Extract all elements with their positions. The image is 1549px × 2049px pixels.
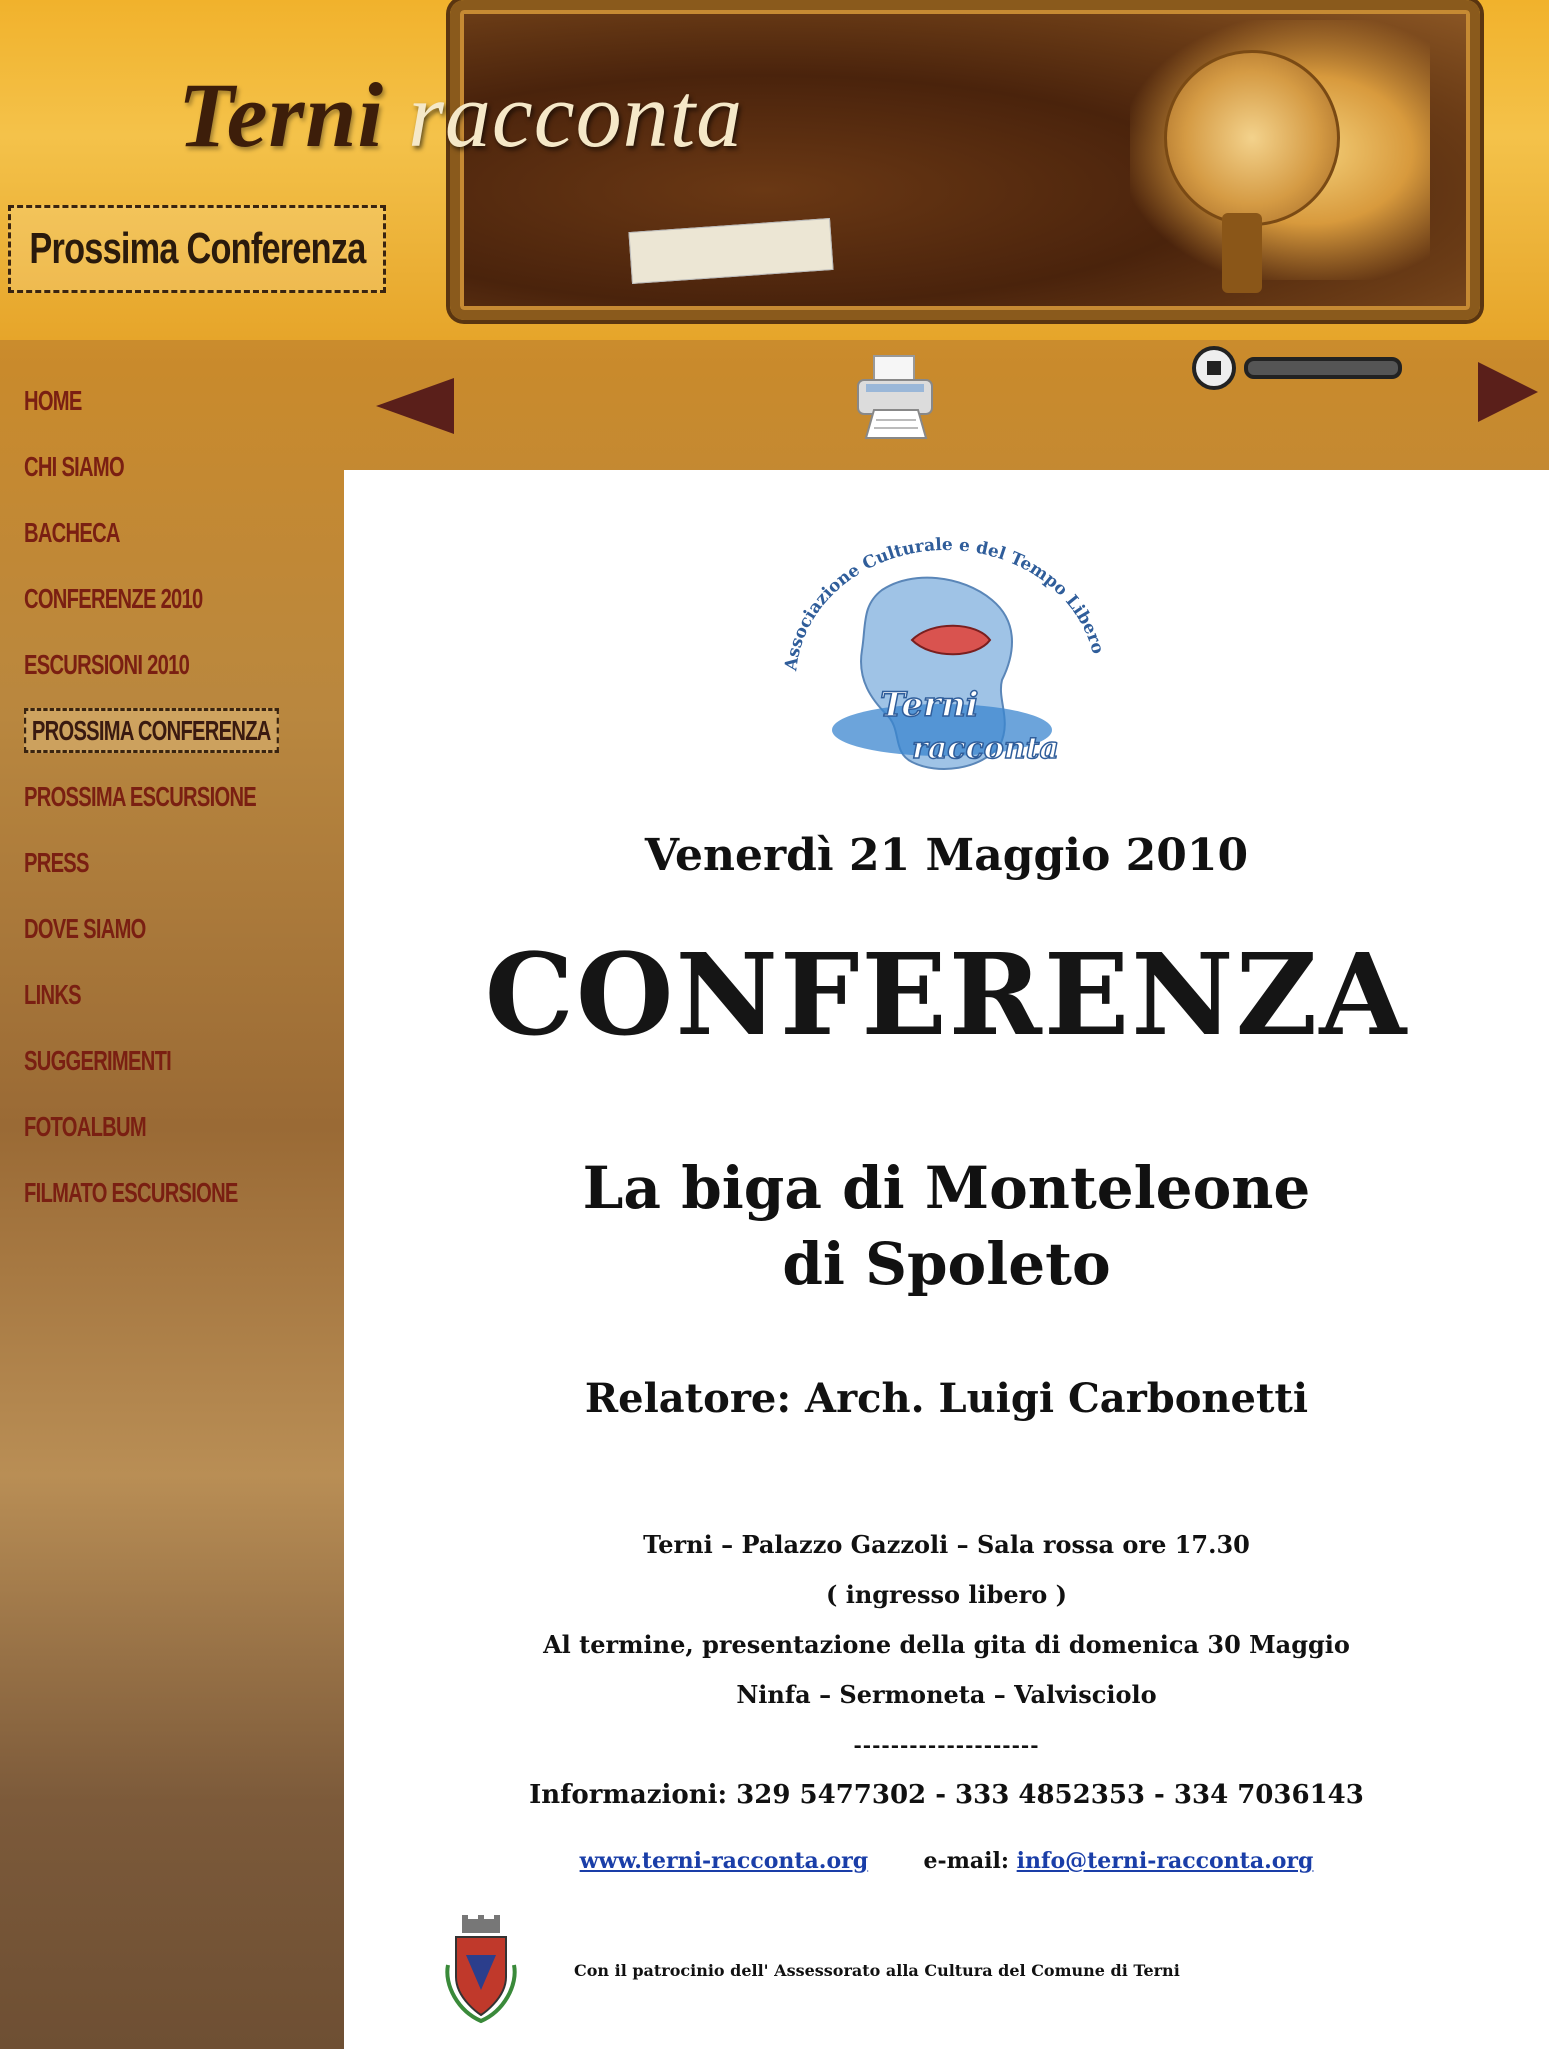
previous-page-arrow-icon[interactable]	[376, 378, 454, 434]
nav-item-prossima-escursione[interactable]: PROSSIMA ESCURSIONE	[24, 781, 257, 812]
nav-item-chi-siamo[interactable]: CHI SIAMO	[24, 451, 124, 482]
trip-places: Ninfa – Sermoneta – Valvisciolo	[736, 1680, 1157, 1709]
nav-item-filmato-escursione[interactable]: FILMATO ESCURSIONE	[24, 1177, 238, 1208]
website-link[interactable]: www.terni-racconta.org	[579, 1848, 869, 1874]
contact-links	[344, 1848, 1549, 1874]
nav-item-links[interactable]: LINKS	[24, 979, 81, 1010]
logo-text-racconta: racconta	[912, 731, 1059, 766]
site-title-part1: Terni	[178, 64, 385, 166]
event-heading: CONFERENZA	[484, 930, 1409, 1061]
event-venue: Terni – Palazzo Gazzoli – Sala rossa ore 17.30	[643, 1530, 1250, 1559]
nav-item-suggerimenti[interactable]: SUGGERIMENTI	[24, 1045, 172, 1076]
event-details	[344, 1520, 1549, 1770]
section-badge-label: Prossima Conferenza	[28, 224, 366, 273]
nav-item-dove-siamo[interactable]: DOVE SIAMO	[24, 913, 146, 944]
nav-item-prossima-conferenza[interactable]: PROSSIMA CONFERENZA	[24, 708, 254, 774]
nav-item-home[interactable]: HOME	[24, 385, 82, 416]
contact-phones: Informazioni: 329 5477302 - 333 4852353 - 334 7036143	[529, 1780, 1364, 1810]
printer-icon[interactable]	[852, 352, 942, 442]
sidebar-nav	[24, 378, 344, 1236]
event-entry: ( ingresso libero )	[825, 1580, 1067, 1609]
stop-icon[interactable]	[1192, 346, 1236, 390]
coat-of-arms-icon	[444, 1915, 518, 2025]
nav-item-press[interactable]: PRESS	[24, 847, 89, 878]
poster-content	[344, 470, 1549, 2049]
email-link[interactable]: info@terni-racconta.org	[1016, 1848, 1314, 1874]
audio-progress-bar[interactable]	[1244, 357, 1402, 379]
event-title-line2: di Spoleto	[782, 1230, 1111, 1298]
audio-player	[1192, 346, 1402, 390]
site-title-part2: racconta	[408, 64, 744, 166]
patronage-block	[444, 1915, 1444, 2025]
email-label: e-mail:	[923, 1848, 1009, 1874]
logo-ring-text: Associazione Culturale e del Tempo Libero	[781, 534, 1108, 672]
newspaper-icon	[628, 218, 833, 284]
event-speaker: Relatore: Arch. Luigi Carbonetti	[584, 1375, 1309, 1422]
site-header	[0, 0, 1549, 340]
nav-item-conferenze-2010[interactable]: CONFERENZE 2010	[24, 583, 203, 614]
nav-item-bacheca[interactable]: BACHECA	[24, 517, 120, 548]
site-title	[178, 62, 743, 168]
logo-text-terni: Terni	[880, 685, 979, 725]
nav-item-escursioni-2010[interactable]: ESCURSIONI 2010	[24, 649, 190, 680]
vintage-fan-icon	[1164, 50, 1340, 226]
event-title	[344, 1150, 1549, 1302]
next-page-arrow-icon[interactable]	[1478, 362, 1538, 422]
trip-note: Al termine, presentazione della gita di domenica 30 Maggio	[543, 1630, 1350, 1659]
nav-item-fotoalbum[interactable]: FOTOALBUM	[24, 1111, 146, 1142]
association-logo	[762, 530, 1130, 780]
section-badge	[8, 205, 386, 293]
event-title-line1: La biga di Monteleone	[582, 1154, 1311, 1222]
separator: --------------------	[853, 1733, 1040, 1757]
patronage-text: Con il patrocinio dell' Assessorato alla Cultura del Comune di Terni	[574, 1961, 1180, 1980]
event-date: Venerdì 21 Maggio 2010	[644, 830, 1249, 881]
